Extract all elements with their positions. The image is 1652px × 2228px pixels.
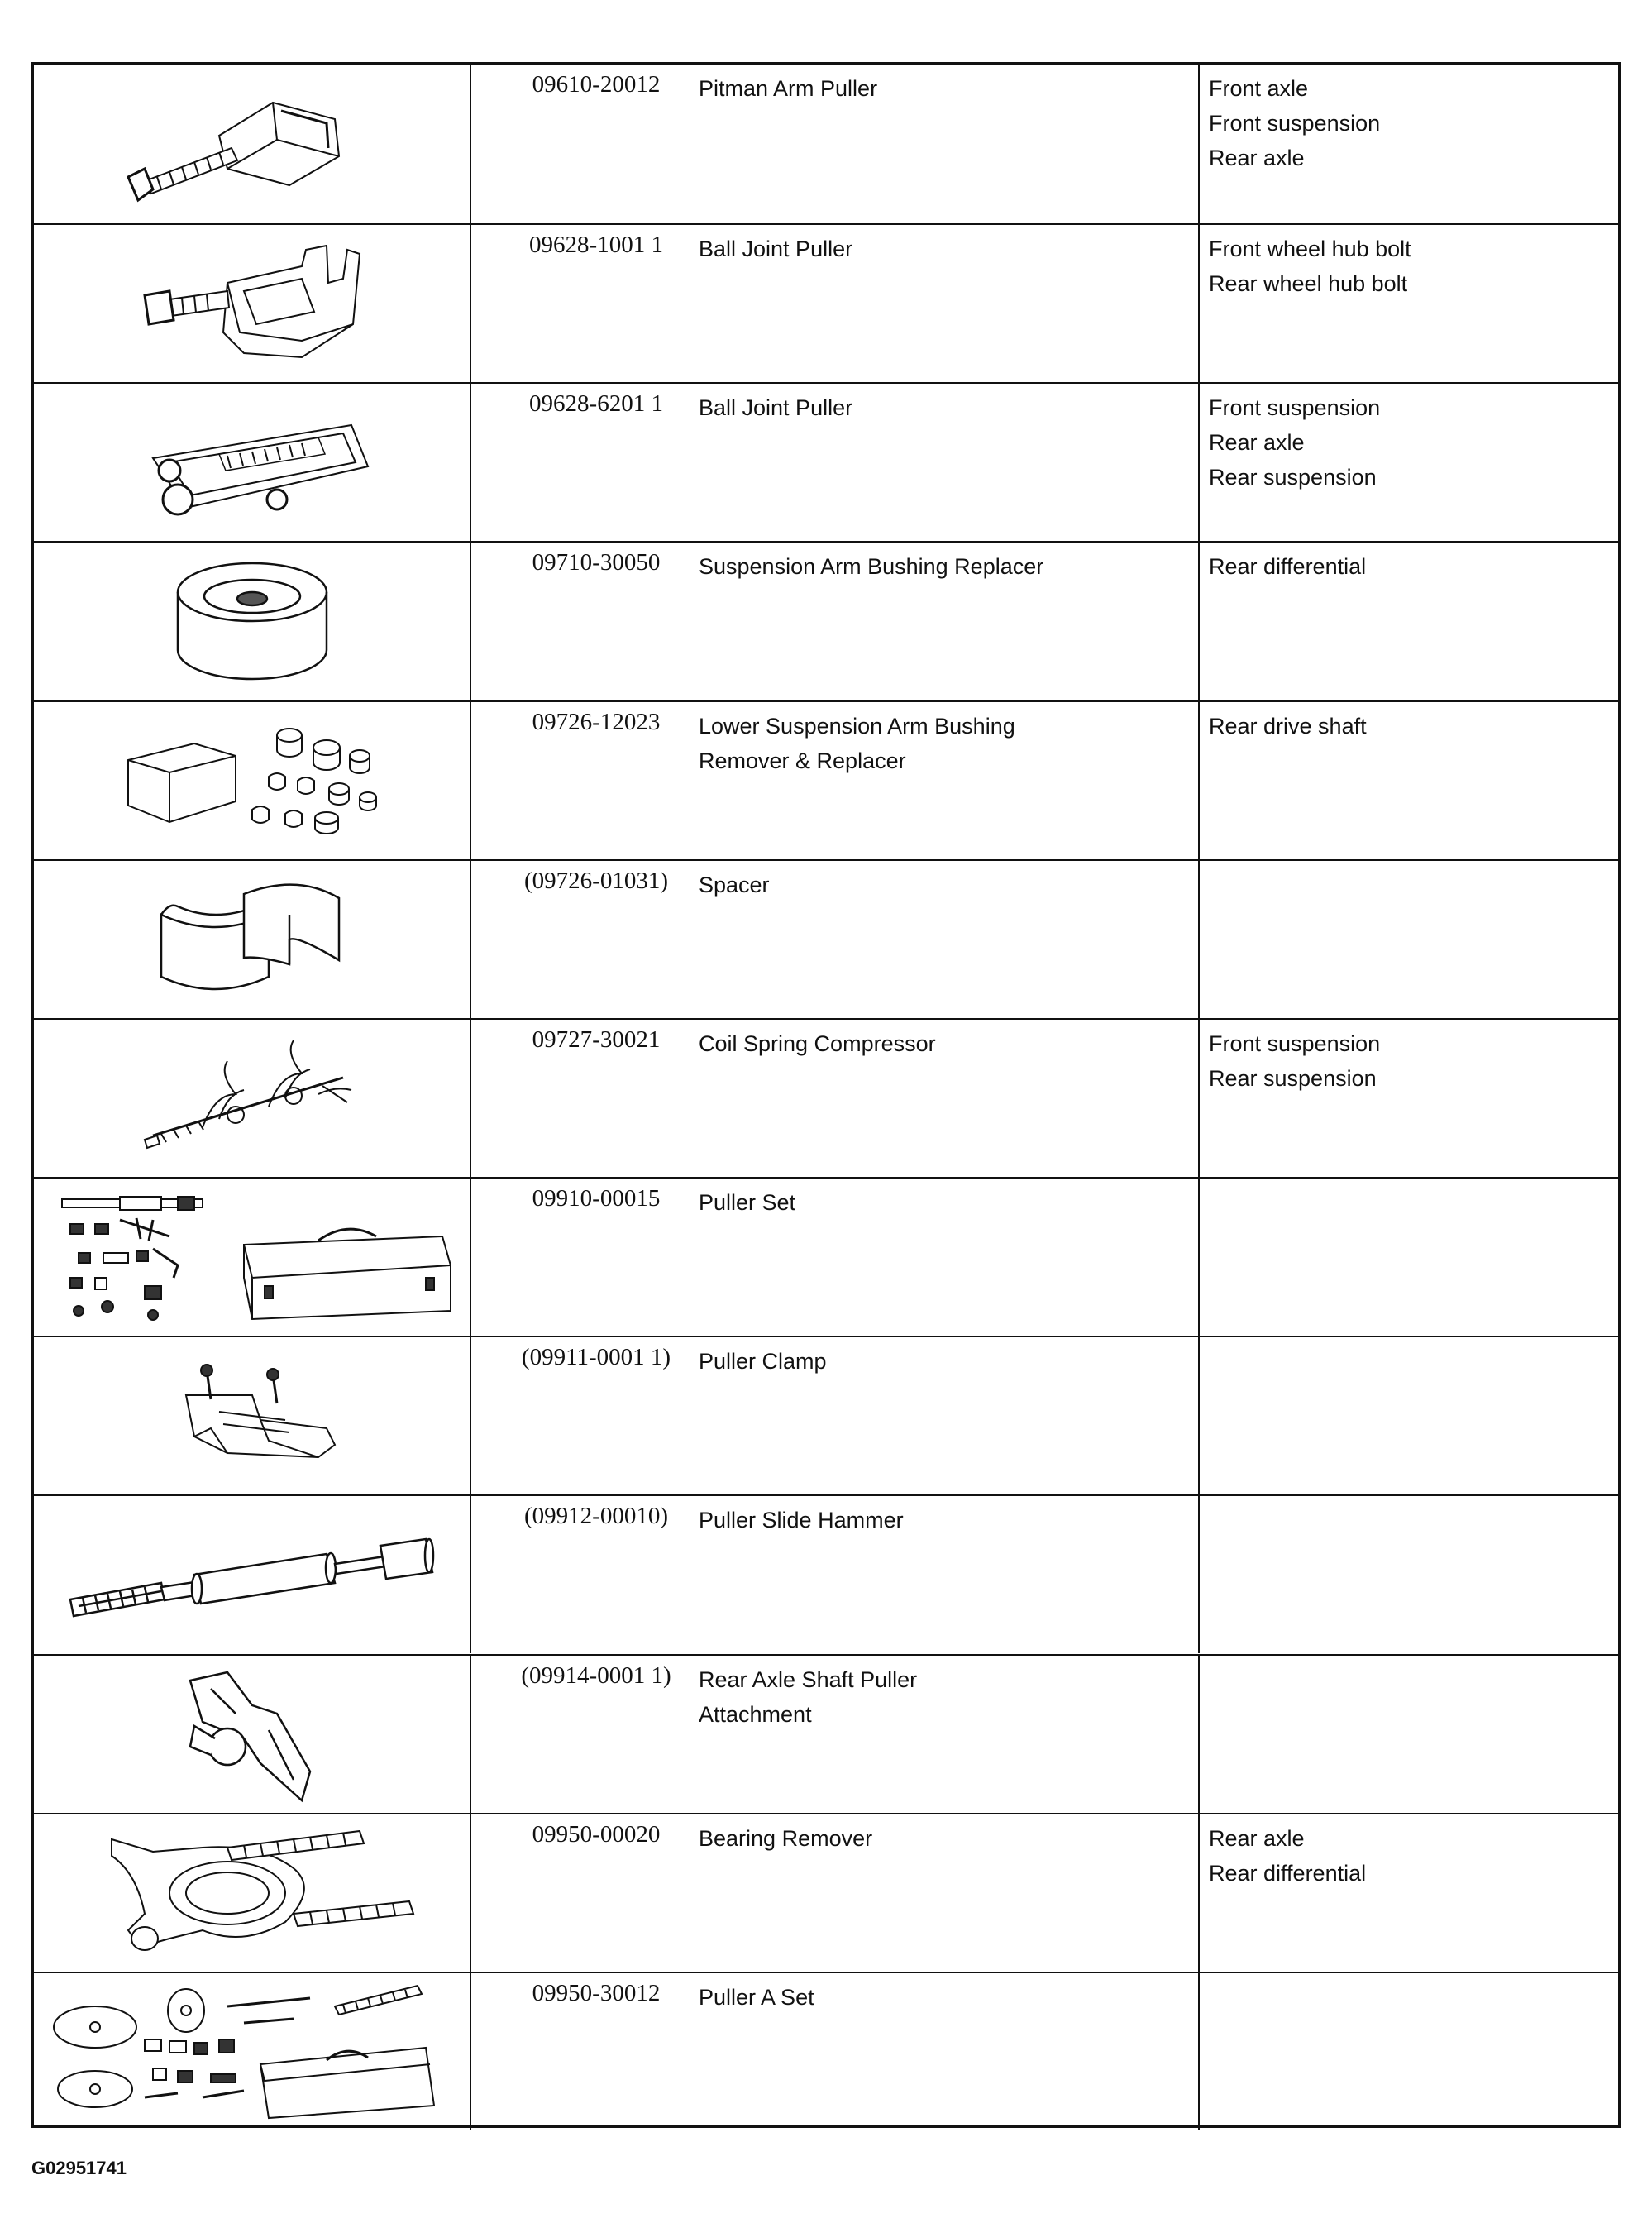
part-number: 09710-30050 <box>532 549 661 576</box>
tool-usage <box>1209 232 1614 301</box>
tool-name-line: Puller Clamp <box>699 1349 827 1375</box>
pitman-arm-puller-icon <box>128 78 376 210</box>
tool-usage <box>1209 549 1614 584</box>
column-divider <box>470 1496 471 1653</box>
usage-item: Rear drive shaft <box>1209 713 1367 739</box>
column-divider <box>470 1656 471 1813</box>
column-divider <box>1198 543 1200 700</box>
axle-shaft-puller-icon <box>178 1664 327 1805</box>
table-row <box>34 859 1618 1018</box>
part-number: (09912-00010) <box>524 1503 668 1530</box>
tool-illustration <box>34 65 470 223</box>
usage-item: Rear axle <box>1209 1825 1305 1851</box>
column-divider <box>470 1337 471 1494</box>
ball-joint-puller-icon <box>136 233 368 374</box>
ball-joint-puller-2-icon <box>120 392 384 533</box>
tool-name <box>699 1026 1178 1061</box>
table-row <box>34 1494 1618 1653</box>
figure-code: G02951741 <box>31 2158 127 2178</box>
table-row <box>34 65 1618 223</box>
tool-name-line: Ball Joint Puller <box>699 237 853 262</box>
tool-name-line: Remover & Replacer <box>699 748 906 773</box>
tool-name <box>699 1344 1178 1379</box>
part-number: (09911-0001 1) <box>521 1344 671 1371</box>
part-number: (09914-0001 1) <box>521 1661 671 1689</box>
column-divider <box>470 65 471 223</box>
part-number: 09727-30021 <box>532 1026 661 1053</box>
tool-usage <box>1209 71 1614 175</box>
usage-item: Front suspension <box>1209 395 1381 421</box>
tool-illustration <box>34 1337 470 1494</box>
tool-illustration <box>34 1496 470 1653</box>
puller-set-icon <box>45 1187 459 1327</box>
tool-illustration <box>34 702 470 859</box>
tool-name-line: Ball Joint Puller <box>699 395 853 421</box>
part-number: 09950-30012 <box>532 1979 661 2006</box>
table-row <box>34 541 1618 700</box>
part-number: 09726-12023 <box>532 708 661 735</box>
column-divider <box>1198 1656 1200 1813</box>
tool-name-line: Puller Set <box>699 1190 796 1216</box>
slide-hammer-icon <box>62 1521 442 1628</box>
special-tools-table <box>31 62 1621 2128</box>
tool-name <box>699 390 1178 425</box>
column-divider <box>1198 225 1200 382</box>
column-divider <box>470 225 471 382</box>
column-divider <box>470 384 471 541</box>
tool-name <box>699 1503 1178 1537</box>
part-number: (09726-01031) <box>524 867 668 894</box>
column-divider <box>1198 384 1200 541</box>
tool-usage <box>1209 709 1614 743</box>
tool-name-line: Pitman Arm Puller <box>699 76 878 101</box>
tool-usage <box>1209 390 1614 495</box>
tool-illustration <box>34 1814 470 1972</box>
column-divider <box>470 1814 471 1972</box>
column-divider <box>1198 1814 1200 1972</box>
tool-usage <box>1209 1821 1614 1891</box>
bushing-kit-icon <box>120 710 384 851</box>
tool-name-line: Attachment <box>699 1701 812 1727</box>
puller-clamp-icon <box>161 1362 343 1470</box>
part-number: 09610-20012 <box>532 71 661 98</box>
tool-name <box>699 232 1178 266</box>
bearing-remover-icon <box>79 1823 426 1963</box>
tool-name-line: Puller Slide Hammer <box>699 1508 904 1533</box>
part-number: 09628-1001 1 <box>529 232 663 259</box>
column-divider <box>1198 1496 1200 1653</box>
tool-name <box>699 1662 1178 1732</box>
table-row <box>34 1654 1618 1813</box>
part-number: 09950-00020 <box>532 1820 661 1848</box>
tool-name-line: Suspension Arm Bushing Replacer <box>699 554 1044 580</box>
column-divider <box>470 1020 471 1177</box>
tool-name-line: Bearing Remover <box>699 1825 873 1851</box>
part-number: 09628-6201 1 <box>529 390 663 418</box>
tool-illustration <box>34 1656 470 1813</box>
column-divider <box>1198 1020 1200 1177</box>
tool-illustration <box>34 1179 470 1336</box>
column-divider <box>1198 861 1200 1018</box>
usage-item: Rear differential <box>1209 1860 1367 1886</box>
tool-name-line: Spacer <box>699 872 770 897</box>
tool-name-line: Lower Suspension Arm Bushing <box>699 713 1015 739</box>
usage-item: Rear differential <box>1209 554 1367 580</box>
table-row <box>34 1336 1618 1494</box>
usage-item: Rear axle <box>1209 146 1305 170</box>
column-divider <box>1198 1179 1200 1336</box>
column-divider <box>470 1179 471 1336</box>
tool-illustration <box>34 543 470 700</box>
table-row <box>34 1972 1618 2130</box>
tool-name <box>699 549 1178 584</box>
part-number: 09910-00015 <box>532 1185 661 1212</box>
tool-illustration <box>34 384 470 541</box>
tool-name <box>699 709 1178 778</box>
tool-name-line: Puller A Set <box>699 1984 814 2010</box>
tool-name <box>699 868 1178 902</box>
column-divider <box>1198 1973 1200 2130</box>
tool-name-line: Coil Spring Compressor <box>699 1030 936 1056</box>
usage-item: Front suspension <box>1209 1030 1381 1056</box>
tool-name <box>699 1185 1178 1220</box>
column-divider <box>1198 1337 1200 1494</box>
table-row <box>34 1813 1618 1972</box>
spacer-icon <box>145 882 360 997</box>
tool-name-line: Rear Axle Shaft Puller <box>699 1666 918 1692</box>
usage-item: Rear axle <box>1209 430 1305 456</box>
bushing-replacer-icon <box>161 551 343 691</box>
tool-illustration <box>34 861 470 1018</box>
usage-item: Front wheel hub bolt <box>1209 237 1411 262</box>
column-divider <box>470 543 471 700</box>
tool-usage <box>1209 1026 1614 1096</box>
table-row <box>34 1177 1618 1336</box>
usage-item: Front suspension <box>1209 111 1381 136</box>
tool-illustration <box>34 225 470 382</box>
column-divider <box>1198 702 1200 859</box>
table-row <box>34 223 1618 382</box>
column-divider <box>470 1973 471 2130</box>
column-divider <box>470 861 471 1018</box>
tool-name <box>699 1980 1178 2015</box>
tool-illustration <box>34 1973 470 2130</box>
usage-item: Rear suspension <box>1209 1065 1377 1091</box>
tool-illustration <box>34 1020 470 1177</box>
column-divider <box>470 702 471 859</box>
coil-spring-compressor-icon <box>145 1036 360 1160</box>
puller-a-set-icon <box>45 1982 459 2122</box>
table-row <box>34 1018 1618 1177</box>
usage-item: Rear suspension <box>1209 465 1377 490</box>
table-row <box>34 382 1618 541</box>
usage-item: Front axle <box>1209 76 1309 101</box>
column-divider <box>1198 65 1200 223</box>
tool-name <box>699 1821 1178 1856</box>
tool-name <box>699 71 1178 106</box>
usage-item: Rear wheel hub bolt <box>1209 271 1408 297</box>
table-row <box>34 700 1618 859</box>
